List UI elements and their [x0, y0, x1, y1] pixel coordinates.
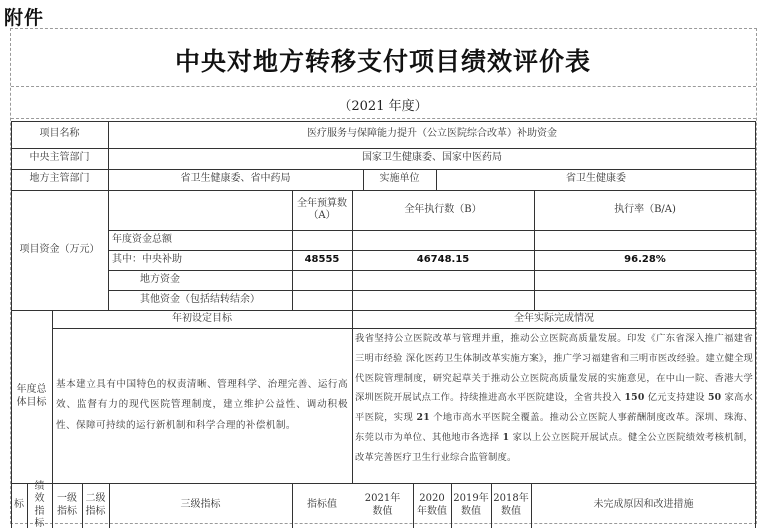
evaluation-table: [11, 121, 756, 528]
table-line: [352, 310, 353, 483]
actual-header: 全年实际完成情况: [514, 312, 594, 324]
initial-goal-text: 基本建立具有中国特色的权责清晰、管理科学、治理完善、运行高效、监督有力的现代医院管理制度，建立维护公益性、调动积极性、保障可持续的运行新机制和科学合理的补偿机制。: [56, 379, 348, 431]
page-title: 中央对地方转移支付项目绩效评价表: [174, 47, 591, 76]
funds-row-label: 年度资金总额: [112, 233, 172, 245]
project-name-value: 医疗服务与保障能力提升（公立医院综合改革）补助资金: [307, 128, 557, 140]
perf-indicator-header: 绩效指标: [34, 480, 45, 529]
level2-header: 二级指标: [85, 493, 106, 517]
exec-header: 全年执行数（B）: [404, 203, 482, 215]
local-dept-value: 省卫生健康委、省中药局: [180, 173, 291, 185]
year-2020-header: 2020年数值: [417, 493, 447, 517]
year-2019-header: 2019年数值: [453, 493, 489, 517]
level3-header: 三级指标: [180, 499, 221, 511]
central-dept-label: 中央主管部门: [29, 152, 90, 164]
year-2018-header: 2018年数值: [493, 493, 529, 517]
attachment-label: 附件: [4, 7, 45, 29]
rate-header: 执行率（B/A): [614, 203, 676, 215]
highlight-number: 150: [624, 392, 645, 404]
central-rate-value: 96.28%: [624, 253, 666, 265]
initial-goal-header: 年初设定目标: [172, 312, 232, 324]
indicator-value-header: 指标值: [307, 499, 337, 511]
highlight-number: 21: [416, 412, 430, 424]
funds-row-label: 其他资金（包括结转结余）: [140, 293, 260, 305]
annual-goal-label: 年度总体目标: [16, 384, 47, 408]
funds-row-label: 地方资金: [140, 273, 180, 285]
highlight-number: 1: [502, 431, 510, 443]
divider: [11, 118, 756, 119]
reason-header: 未完成原因和改进措施: [593, 499, 694, 511]
text-fragment: 家高水平医院，实现: [355, 392, 753, 424]
local-dept-label: 地方主管部门: [29, 173, 90, 185]
central-budget-value: 48555: [304, 253, 340, 265]
central-exec-value: 46748.15: [416, 253, 470, 265]
impl-unit-value: 省卫生健康委: [566, 173, 626, 185]
funds-row-label: 其中：中央补助: [112, 253, 182, 265]
actual-completion-text: [355, 329, 753, 468]
divider: [11, 86, 756, 87]
indicator-first-col: 标: [14, 499, 24, 511]
year-label: （2021 年度）: [338, 99, 428, 114]
project-name-label: 项目名称: [39, 128, 80, 140]
budget-header: 全年预算数（A）: [297, 197, 347, 221]
text-fragment: 我省坚持公立医院改革与管理并重，推动公立医院高质量发展。印发《广东省深入推广福建省三明市经验 深化医药卫生体制改革实施方案》，推广学习福建省和三明市医改经验。建立健全现代医院管理制度，研究起草关于推动公立医院高质量发展的实施意见，在中山一院、香港大学深圳医院开展试点工作。持续推进高水平医院建设，全省共投入: [355, 333, 753, 404]
level1-header: 一级指标: [57, 493, 77, 517]
highlight-number: 50: [707, 392, 722, 404]
text-fragment: 亿元支持建设: [644, 392, 708, 404]
text-fragment: 个地市高水平医院全覆盖。推动公立医院人事薪酬制度改革。深圳、珠海、东莞以市为单位、其他地市各选择: [355, 412, 753, 443]
funds-label: 项目资金（万元）: [19, 243, 100, 255]
central-dept-value: 国家卫生健康委、国家中医药局: [362, 152, 502, 164]
text-fragment: 家以上公立医院开展试点。健全公立医院绩效考核机制，改革完善医疗卫生行业综合监管制度。: [355, 431, 754, 463]
year-2021-header: 2021年数值: [364, 493, 401, 517]
impl-unit-label: 实施单位: [379, 173, 420, 185]
